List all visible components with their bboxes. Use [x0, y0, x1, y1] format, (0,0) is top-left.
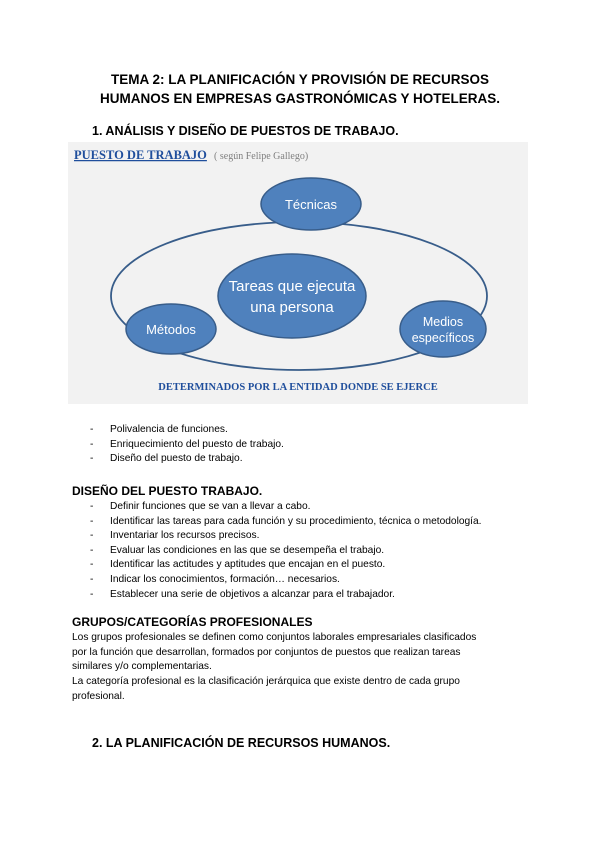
- title-line-2: HUMANOS EN EMPRESAS GASTRONÓMICAS Y HOTELERAS.: [99, 91, 501, 106]
- list-item: - Inventariar los recursos precisos.: [90, 529, 482, 544]
- document-title: [0, 70, 600, 108]
- list-item: - Identificar las tareas para cada función y su procedimiento, técnica o metodología.: [90, 515, 482, 530]
- paragraph-line: similares y/o complementarias.: [72, 661, 212, 673]
- title-line-1: TEMA 2: LA PLANIFICACIÓN Y PROVISIÓN DE RECURSOS: [110, 72, 490, 87]
- list-item: - Evaluar las condiciones en las que se desempeña el trabajo.: [90, 544, 482, 559]
- diagram-title: [74, 148, 308, 162]
- paragraph-line: profesional.: [72, 690, 125, 702]
- diagram-svg: [68, 142, 528, 404]
- section-2-heading: 2. LA PLANIFICACIÓN DE RECURSOS HUMANOS.: [92, 736, 391, 750]
- list-item: - Indicar los conocimientos, formación… necesarios.: [90, 573, 482, 588]
- paragraph-line: Los grupos profesionales se definen como conjuntos laborales empresariales clasificados: [72, 632, 477, 643]
- paragraph-line: por la función que desarrollan, formados por conjuntos de puestos que realizan tareas: [72, 646, 461, 658]
- job-position-diagram: [68, 142, 528, 404]
- list-item: - Definir funciones que se van a llevar a cabo.: [90, 500, 482, 515]
- list-diseno: [90, 500, 482, 602]
- node-medios-label-1: Medios: [422, 315, 464, 329]
- paragraph-line: La categoría profesional es la clasificación jerárquica que existe dentro de cada grupo: [72, 676, 460, 687]
- diagram-footer: DETERMINADOS POR LA ENTIDAD DONDE SE EJERCE: [158, 382, 438, 393]
- list-item: - Identificar las actitudes y aptitudes que encajan en el puesto.: [90, 558, 482, 573]
- list-item: - Enriquecimiento del puesto de trabajo.: [90, 438, 284, 453]
- diseno-heading: DISEÑO DEL PUESTO TRABAJO.: [72, 484, 263, 498]
- list-position-concepts: [90, 423, 284, 467]
- section-1-heading: 1. ANÁLISIS Y DISEÑO DE PUESTOS DE TRABAJO.: [92, 124, 399, 138]
- diagram-subtitle: ( según Felipe Gallego): [214, 151, 309, 162]
- center-node: [218, 254, 366, 338]
- node-metodos-label: Métodos: [146, 322, 196, 337]
- node-tecnicas-label: Técnicas: [284, 197, 338, 212]
- node-medios-label-2: específicos: [411, 331, 475, 345]
- list-item: - Diseño del puesto de trabajo.: [90, 452, 284, 467]
- diagram-title-main: PUESTO DE TRABAJO: [74, 148, 207, 162]
- grupos-paragraph-2: [72, 675, 532, 704]
- center-line-2: una persona: [250, 299, 334, 316]
- list-item: - Establecer una serie de objetivos a alcanzar para el trabajador.: [90, 588, 482, 603]
- node-medios: [400, 301, 486, 357]
- center-line-1: Tareas que ejecuta: [228, 278, 356, 295]
- grupos-paragraph-1: [72, 631, 532, 675]
- list-item: - Polivalencia de funciones.: [90, 423, 284, 438]
- grupos-heading: GRUPOS/CATEGORÍAS PROFESIONALES: [72, 615, 313, 629]
